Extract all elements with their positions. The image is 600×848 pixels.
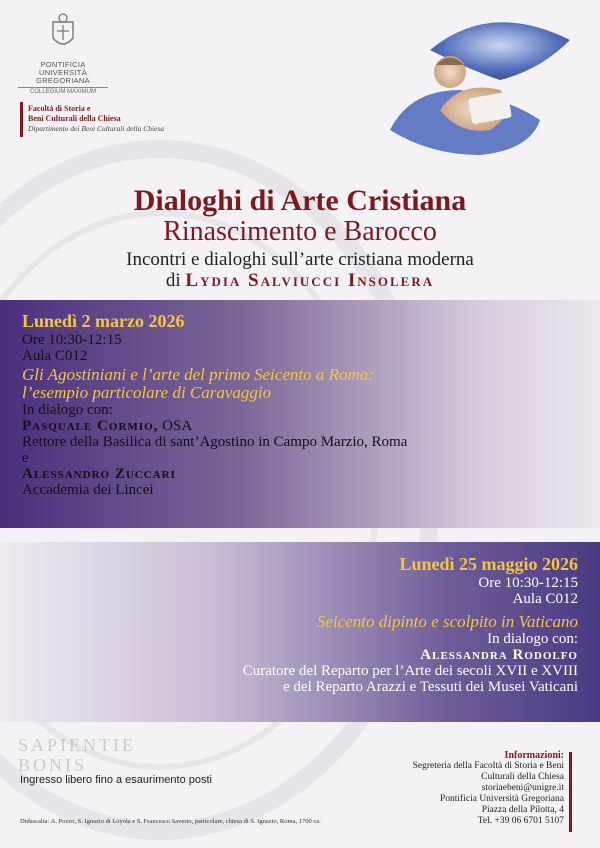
event-2-talk-title: Seicento dipinto e scolpito in Vaticano xyxy=(316,612,578,631)
event-series-subtitle: Rinascimento e Barocco xyxy=(163,216,437,247)
event-1-time: Ore 10:30-12:15 xyxy=(22,332,122,348)
event-2-room: Aula C012 xyxy=(512,591,578,607)
info-line: Piazza della Pilotta, 4 xyxy=(481,805,564,815)
event-1-talk-title: Gli Agostiniani e l’arte del primo Seicento a Roma: l’esempio particolare di Caravaggio xyxy=(22,365,374,402)
faculty-divider xyxy=(20,102,23,137)
event-1-room: Aula C012 xyxy=(22,348,88,364)
department-name: Dipartimento dei Beni Culturali della Chiesa xyxy=(28,124,165,133)
event-1-speaker-1-role: Rettore della Basilica di sant’Agostino in Campo Marzio, Roma xyxy=(22,434,408,450)
university-logo xyxy=(18,12,108,95)
seal-motto: SAPIENTIE BONIS xyxy=(18,735,136,775)
image-caption: Didascalia: A. Pozzo, S. Ignazio di Loyola e S. Francesco Saverio, particolare, chiesa di S. Ignazio, Roma, 1700 ca. xyxy=(20,818,321,825)
university-name: PONTIFICIA UNIVERSITÀ GREGORIANA xyxy=(36,60,90,85)
angel-painting-image xyxy=(370,10,585,160)
crest-icon xyxy=(49,12,77,52)
event-2 xyxy=(8,553,578,695)
event-1-speaker-2-role: Accademia dei Lincei xyxy=(22,482,154,498)
collegium-label: COLLEGIUM MAXIMUM xyxy=(18,87,108,95)
event-2-speaker: Alessandra Rodolfo xyxy=(420,647,578,663)
event-2-dialog-label: In dialogo con: xyxy=(487,631,578,647)
faculty-name: Facoltà di Storia e Beni Culturali della Chiesa xyxy=(28,104,121,123)
contact-email[interactable]: storiaebeni@unigre.it xyxy=(481,783,564,793)
event-1-speaker-1: Pasquale Cormio, OSA xyxy=(22,418,193,434)
event-1 xyxy=(22,310,592,498)
info-line: Segreteria della Facoltà di Storia e Beni xyxy=(412,761,564,771)
contact-phone: Tel. +39 06 6701 5107 xyxy=(477,816,564,826)
event-2-time: Ore 10:30-12:15 xyxy=(478,575,578,591)
event-1-conjunction: e xyxy=(22,450,29,466)
contact-info xyxy=(364,750,564,827)
author-name: Lydia Salviucci Insolera xyxy=(185,270,435,291)
event-2-speaker-role-1: Curatore del Reparto per l’Arte dei secoli XVII e XVIII xyxy=(242,663,578,679)
series-author: di Lydia Salviucci Insolera xyxy=(165,270,435,291)
info-line: Pontificia Università Gregoriana xyxy=(440,794,564,804)
event-2-speaker-role-2: e del Reparto Arazzi e Tessuti dei Musei Vaticani xyxy=(283,679,578,695)
event-1-dialog-label: In dialogo con: xyxy=(22,402,113,418)
info-heading: Informazioni: xyxy=(504,750,564,761)
admission-note: Ingresso libero fino a esaurimento posti xyxy=(20,774,212,786)
info-divider xyxy=(569,752,572,832)
event-1-date: Lunedì 2 marzo 2026 xyxy=(22,311,185,331)
series-description: Incontri e dialoghi sull’arte cristiana moderna xyxy=(126,249,474,270)
event-1-speaker-2: Alessandro Zuccari xyxy=(22,466,176,482)
info-line: Culturali della Chiesa xyxy=(481,772,564,782)
event-series-title: Dialoghi di Arte Cristiana xyxy=(133,184,467,217)
event-2-date: Lunedì 25 maggio 2026 xyxy=(399,554,578,574)
